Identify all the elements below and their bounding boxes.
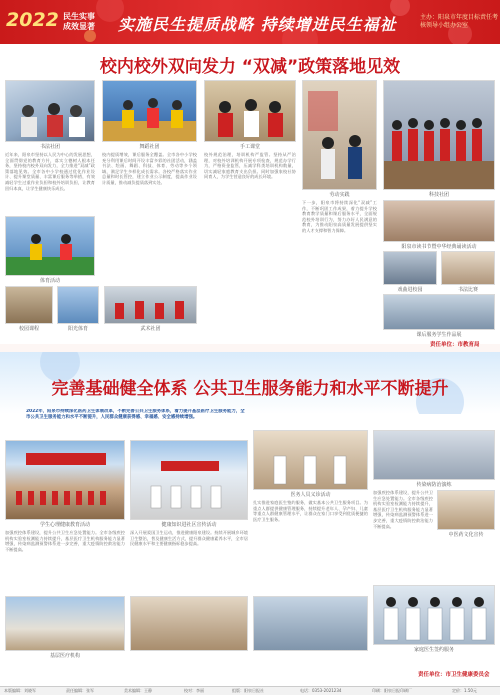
section2-responsible: 责任单位：市卫生健康委员会 bbox=[418, 672, 490, 678]
footer-item: 印刷：阳泉日报印刷厂 bbox=[372, 688, 412, 693]
caption-6: 体育活动 bbox=[39, 278, 60, 284]
caption-s2-1: 学生心理健康教育活动 bbox=[39, 522, 90, 528]
caption-3: 手工课堂 bbox=[239, 144, 260, 150]
caption-4: 劳动实践 bbox=[329, 192, 350, 198]
footer-item: 校对：李丽 bbox=[184, 688, 204, 693]
caption-10: 阳泉市读书节暨中华经典诵读活动 bbox=[401, 244, 477, 250]
caption-9: 武术社团 bbox=[140, 326, 161, 332]
photo-drill bbox=[373, 430, 495, 480]
photo-reading-festival bbox=[383, 200, 495, 242]
top-banner bbox=[0, 0, 500, 44]
section2-intro: 2022年，阳泉市持续深化医药卫生体制改革，不断完善公共卫生服务体系，着力提升基层医疗卫生服务能力，全市公共卫生服务能力和水平不断提升，人民群众健康获得感、幸福感、安全感持续增强。 bbox=[26, 409, 245, 420]
caption-13: 课后服务学生作品展 bbox=[416, 332, 462, 338]
caption-s2-3: 医务人员义诊活动 bbox=[290, 492, 331, 498]
section1-headline: 校内校外双向发力 “双减”政策落地见效 bbox=[99, 57, 401, 77]
section1-column-2: 校内提质增效，课后服务全覆盖。全市各中小学校充分利用课后时间开设丰富多彩的社团活动，涵盖书法、绘画、舞蹈、科技、体育、劳动等多个领域，满足学生多样化成长需求。各校严格落实作业总量和时长管控，建立作业公示制度，提高作业设计质量，推动减负提质落到实处。 bbox=[102, 152, 197, 185]
photo-science-experiment bbox=[383, 294, 495, 330]
caption-11: 戏曲进校园 bbox=[397, 287, 423, 293]
footer-item: 电话：0353-2021234 bbox=[300, 688, 342, 693]
section2-column-3: 扎实推进家庭医生签约服务，做实基本公共卫生服务项目。为重点人群提供健康管理服务，持续提升老年人、孕产妇、儿童等重点人群健康管理水平，让群众在家门口享受到优质便捷的医疗卫生服务。 bbox=[253, 500, 368, 522]
photo-opera bbox=[383, 251, 437, 285]
caption-s2-2: 健康知识进社区宣传活动 bbox=[161, 522, 217, 528]
logo-slogan: 民生实事 成效显著 bbox=[63, 12, 95, 31]
caption-s2-7: 基层医疗机构 bbox=[49, 653, 80, 659]
photo-grassroots bbox=[5, 596, 125, 651]
photo-dance bbox=[102, 80, 197, 142]
photo-family-doctor bbox=[130, 596, 248, 651]
footer-bar bbox=[0, 686, 500, 695]
photo-labor bbox=[302, 80, 377, 190]
footer-item: 本版编辑：刘晓军 bbox=[4, 688, 36, 693]
logo-year: 2022 bbox=[6, 9, 59, 31]
caption-7: 校园课程 bbox=[18, 326, 39, 332]
footer-item: 责任编辑：张军 bbox=[66, 688, 94, 693]
caption-1: 书法社团 bbox=[39, 144, 60, 150]
caption-s2-5: 中医药文化宣传 bbox=[448, 532, 484, 538]
photo-calligraphy-contest bbox=[441, 251, 495, 285]
photo-course bbox=[5, 286, 53, 324]
caption-8: 阳光体育 bbox=[67, 326, 88, 332]
photo-doctors bbox=[373, 585, 495, 645]
photo-clinic bbox=[253, 430, 368, 490]
caption-12: 书法比赛 bbox=[457, 287, 478, 293]
photo-science bbox=[383, 80, 495, 190]
footer-item: 组版：阳泉日报社 bbox=[232, 688, 264, 693]
footer-item: 定价：1.50元 bbox=[452, 688, 477, 693]
photo-community bbox=[130, 440, 248, 520]
section2-column-2: 深入开展爱国卫生运动，推进健康阳泉建设。持续开展城乡环境卫生整治，普及健康生活方式，提升群众健康素养水平，全市居民健康水平和主要健康指标稳步提高。 bbox=[130, 530, 248, 547]
photo-tcm bbox=[437, 490, 495, 530]
banner-sponsor: 主办：阳泉市年度目标责任考核领导小组办公室 bbox=[420, 14, 499, 29]
photo-martial-arts bbox=[104, 286, 197, 324]
footer-item: 美术编辑：王静 bbox=[124, 688, 152, 693]
caption-s2-4: 传染病防治演练 bbox=[416, 482, 452, 488]
section1-responsible: 责任单位：市教育局 bbox=[430, 342, 480, 348]
caption-s2-6: 家庭医生签约服务 bbox=[413, 647, 454, 653]
photo-hospital bbox=[253, 596, 368, 651]
caption-5: 科技社团 bbox=[428, 192, 449, 198]
photo-calligraphy bbox=[5, 80, 95, 142]
photo-handcraft bbox=[204, 80, 296, 142]
section1-column-1: 近年来，阳泉市坚持以人民为中心的发展思想，全面贯彻党的教育方针，落实立德树人根本任务，坚持校内校外双向发力，全力推进“双减”政策落地见效。全市各中小学校通过优化作业设计、提升课堂质量、丰富课后服务等举措，有效减轻学生过重作业负担和校外培训负担，让教育回归本真，让学生健康快乐成长。 bbox=[5, 152, 95, 191]
caption-2: 舞蹈社团 bbox=[139, 144, 160, 150]
section1-column-3: 校外规范治理，培训机构严监管。坚持从严治理，对校外培训机构开展专项检查，规范办学行为，严格资金监管，压减学科类培训机构数量，切实减轻家庭教育支出负担。同时加强家校社协同育人，为学生营造良好的成长环境。 bbox=[204, 152, 296, 180]
section2-column-4: 加强疾控体系建设，提升公共卫生应急处置能力。全市各级疾控机构实验室检测能力持续提升，基层医疗卫生机构服务能力显著增强，传染病监测预警体系进一步完善，重大疫情防控救治能力不断提高。 bbox=[373, 490, 433, 529]
section2-column-1: 加强疾控体系建设，提升公共卫生应急处置能力。全市各级疾控机构实验室检测能力持续提升，基层医疗卫生机构服务能力显著增强，传染病监测预警体系进一步完善，重大疫情防控救治能力不断提高。 bbox=[5, 530, 125, 552]
photo-sunshine-sports bbox=[57, 286, 99, 324]
section2-headline: 完善基础健全体系 公共卫生服务能力和水平不断提升 bbox=[51, 379, 449, 399]
banner-title: 实施民生提质战略 持续增进民生福祉 bbox=[118, 15, 397, 34]
section1-column-4: 下一步，阳泉市将持续深化“双减”工作，不断巩固工作成果，着力提升学校教育教学质量和课后服务水平，全面规范校外培训行为，努力办好人民满意的教育，为推动阳泉高质量发展提供坚实的人才支撑和智力保障。 bbox=[302, 200, 377, 233]
photo-sports bbox=[5, 216, 95, 276]
photo-health-event bbox=[5, 440, 125, 520]
